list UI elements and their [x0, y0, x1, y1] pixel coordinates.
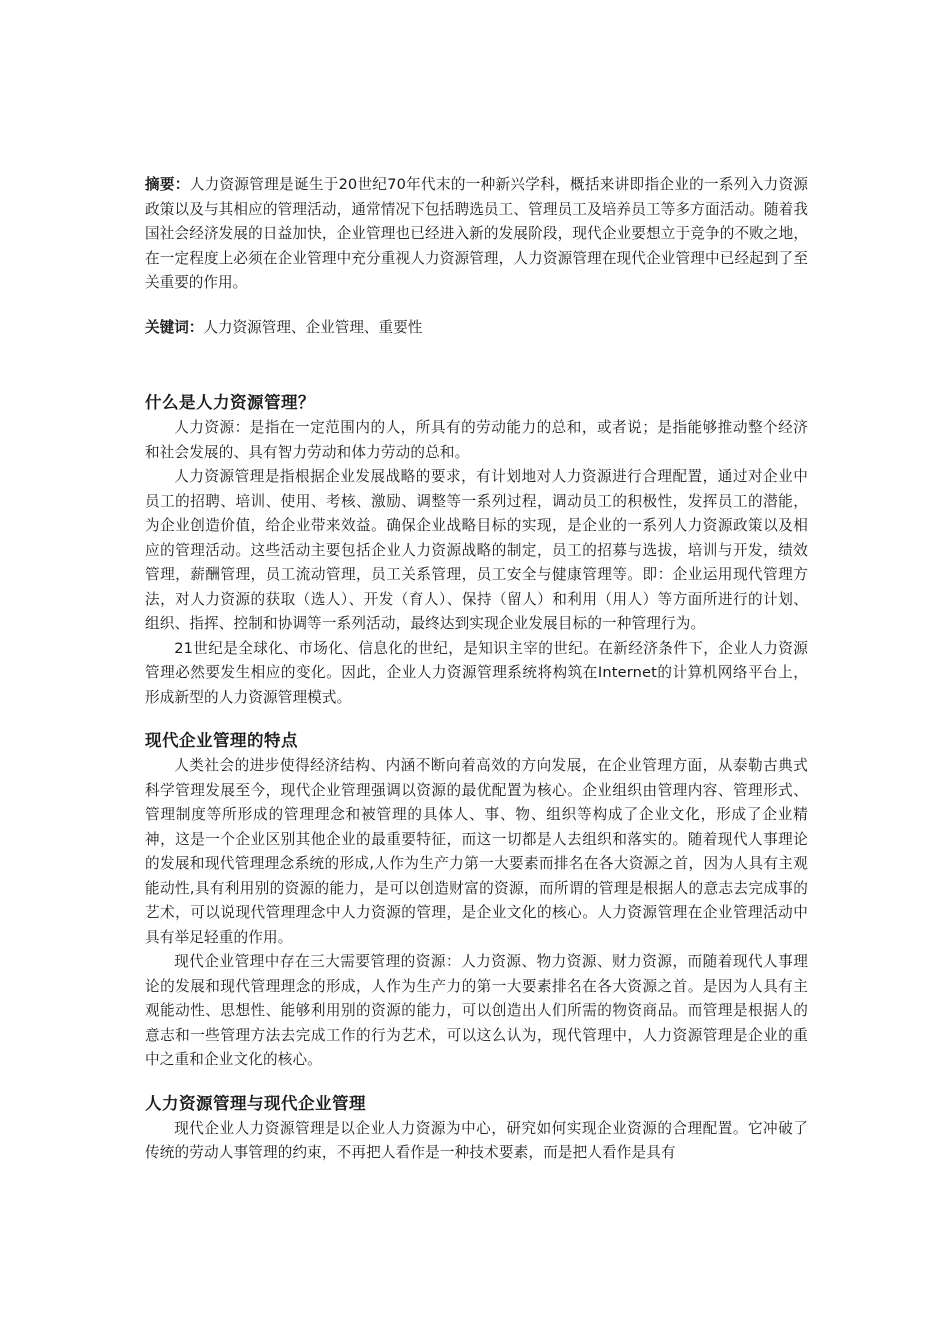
body-paragraph: 人力资源管理是指根据企业发展战略的要求，有计划地对人力资源进行合理配置，通过对企业中员工的招聘、培训、使用、考核、激励、调整等一系列过程，调动员工的积极性，发挥员工的潜能，为企业创造价值，给企业带来效益。确保企业战略目标的实现，是企业的一系列人力资源政策以及相应的管理活动。这些活动主要包括企业人力资源战略的制定，员工的招募与选拔，培训与开发，绩效管理，薪酬管理，员工流动管理，员工关系管理，员工安全与健康管理等。即：企业运用现代管理方法，对人力资源的获取（选人）、开发（育人）、保持（留人）和利用（用人）等方面所进行的计划、组织、指挥、控制和协调等一系列活动，最终达到实现企业发展目标的一种管理行为。	[145, 468, 808, 632]
section-heading: 人力资源管理与现代企业管理	[145, 1093, 366, 1113]
section-modern-management-features	[145, 728, 808, 1073]
keywords-paragraph	[145, 316, 808, 341]
abstract-label: 摘要：	[145, 176, 190, 193]
section-what-is-hrm	[145, 390, 808, 710]
body-paragraph: 21世纪是全球化、市场化、信息化的世纪，是知识主宰的世纪。在新经济条件下，企业人力资源管理必然要发生相应的变化。因此，企业人力资源管理系统将构筑在Internet的计算机网络平台上，形成新型的人力资源管理模式。	[145, 639, 808, 706]
body-paragraph: 现代企业管理中存在三大需要管理的资源：人力资源、物力资源、财力资源，而随着现代人事理论的发展和现代管理理念的形成，人作为生产力的第一大要素排名在各大资源之首。是因为人具有主观能动性、思想性、能够利用别的资源的能力，可以创造出人们所需的物资商品。而管理是根据人的意志和一些管理方法去完成工作的行为艺术，可以这么认为，现代管理中，人力资源管理是企业的重中之重和企业文化的核心。	[145, 953, 808, 1068]
section-hrm-and-modern-management	[145, 1091, 808, 1166]
abstract-text: 人力资源管理是诞生于20世纪70年代末的一种新兴学科，概括来讲即指企业的一系列入力资源政策以及与其相应的管理活动，通常情况下包括聘选员工、管理员工及培养员工等多方面活动。随着我国社会经济发展的日益加快，企业管理也已经进入新的发展阶段，现代企业要想立于竞争的不败之地，在一定程度上必须在企业管理中充分重视人力资源管理，人力资源管理在现代企业管理中已经起到了至关重要的作用。	[145, 176, 808, 291]
body-paragraph: 人力资源：是指在一定范围内的人，所具有的劳动能力的总和，或者说；是指能够推动整个经济和社会发展的、具有智力劳动和体力劳动的总和。	[145, 419, 808, 461]
keywords-label: 关键词：	[145, 318, 204, 336]
section-heading: 现代企业管理的特点	[145, 731, 298, 750]
abstract-paragraph	[145, 173, 808, 296]
body-paragraph: 人类社会的进步使得经济结构、内涵不断向着高效的方向发展，在企业管理方面，从泰勒古典式科学管理发展至今，现代企业管理强调以资源的最优配置为核心。企业组织由管理内容、管理形式、管理制度等所形成的管理理念和被管理的具体人、事、物、组织等构成了企业文化，形成了企业精神，这是一个企业区别其他企业的最重要特征，而这一切都是人去组织和落实的。随着现代人事理论的发展和现代管理理念系统的形成,人作为生产力第一大要素而排名在各大资源之首，因为人具有主观能动性,具有利用别的资源的能力，是可以创造财富的资源，而所谓的管理是根据人的意志去完成事的艺术，可以说现代管理理念中人力资源的管理，是企业文化的核心。人力资源管理在企业管理活动中具有举足轻重的作用。	[145, 757, 808, 946]
section-heading: 什么是人力资源管理？	[145, 393, 315, 412]
body-paragraph: 现代企业人力资源管理是以企业人力资源为中心，研究如何实现企业资源的合理配置。它冲破了传统的劳动人事管理的约束，不再把人看作是一种技术要素，而是把人看作是具有	[145, 1119, 808, 1161]
keywords-text: 人力资源管理、企业管理、重要性	[203, 318, 423, 336]
